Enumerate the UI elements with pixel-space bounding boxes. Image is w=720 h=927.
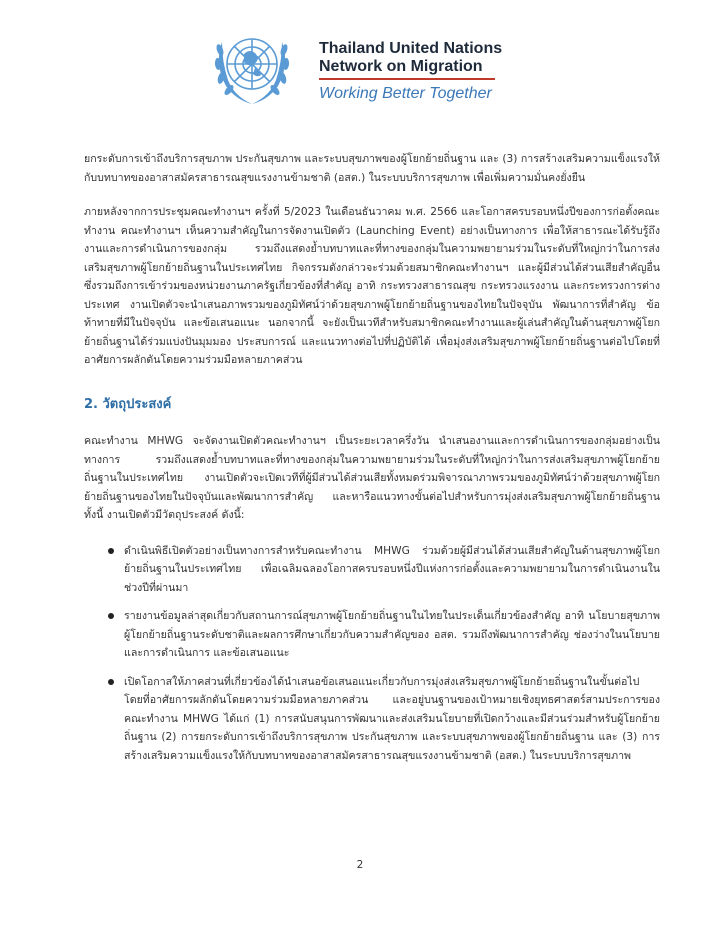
document-header [0,0,720,120]
intro-paragraph: ยกระดับการเข้าถึงบริการสุขภาพ ประกันสุขภาพ และระบบสุขภาพของผู้โยกย้ายถิ่นฐาน และ (3) การสร้างเสริมความแข็งแรงให้กับบทบาทของอาสาสมัครสาธารณสุขแรงงานข้ามชาติ (อสต.) ในระบบบริการสุขภาพ เพื่อเพิ่มความมั่นคงยั่งยืน [84,153,660,184]
tagline: Working Better Together [319,85,492,102]
list-item-text: ดำเนินพิธีเปิดตัวอย่างเป็นทางการสำหรับคณะทำงาน MHWG ร่วมด้วยผู้มีส่วนได้ส่วนเสียสำคัญในด้านสุขภาพผู้โยกย้ายถิ่นฐานในประเทศไทย เพื่อเฉลิมฉลองโอกาสครบรอบหนึ่งปีแห่งการก่อตั้งและความพยายามในการดำเนินงานในช่วงปีที่ผ่านมา [124,544,660,594]
header-divider [319,78,495,80]
list-item-text: เปิดโอกาสให้ภาคส่วนที่เกี่ยวข้องได้นำเสนอข้อเสนอแนะเกี่ยวกับการมุ่งส่งเสริมสุขภาพผู้โยกย้ายถิ่นฐานในขั้นต่อไป โดยที่อาศัยการผลักดันโดยความร่วมมือหลายภาคส่วน และอยู่บนฐานของเป้าหมายเชิงยุทธศาสตร์สามประการของคณะทำงาน MHWG ได้แก่ (1) การสนับสนุนการพัฒนาและส่งเสริมนโยบายที่เปิดกว้างและมีส่วนร่วมสำหรับผู้โยกย้ายถิ่นฐาน (2) การยกระดับการเข้าถึงบริการสุขภาพ ประกันสุขภาพ และระบบสุขภาพของผู้โยกย้ายถิ่นฐาน และ (3) การสร้างเสริมความแข็งแรงให้กับบทบาทของอาสาสมัครสาธารณสุขแรงงานข้ามชาติ (อสต.) ในระบบบริการสุขภาพ [124,675,660,762]
bullet-icon [108,679,114,685]
background-paragraph: ภายหลังจากการประชุมคณะทำงานฯ ครั้งที่ 5/2023 ในเดือนธันวาคม พ.ศ. 2566 และโอกาสครบรอบหนึ่งปีของการก่อตั้งคณะทำงาน คณะทำงานฯ เห็นความสำคัญในการจัดงานเปิดตัว (Launching Event) อย่างเป็นทางการ เพื่อให้สาธารณะได้รับรู้ถึงงานและการดำเนินการของกลุ่ม รวมถึงแสดงย้ำบทบาทและที่ทางของกลุ่มในความพยายามร่วมในระดับที่ใหญ่กว่าในการส่งเสริมสุขภาพผู้โยกย้ายถิ่นฐานในประเทศไทย กิจกรรมดังกล่าวจะร่วมด้วยสมาชิกคณะทำงานฯ และผู้มีส่วนได้ส่วนเสียสำคัญอื่น ซึ่งรวมถึงการเข้าร่วมของหน่วยงานภาครัฐเกี่ยวข้องที่สำคัญ อาทิ กระทรวงสาธารณสุข กระทรวงแรงงาน และกระทรวงการต่างประเทศ งานเปิดตัวจะนำเสนอภาพรวมของภูมิทัศน์ว่าด้วยสุขภาพผู้โยกย้ายถิ่นฐานของไทยในปัจจุบัน พัฒนาการที่สำคัญ ข้อท้าทายที่มีในปัจจุบัน และข้อเสนอแนะ นอกจากนี้ จะยังเป็นเวทีสำหรับสมาชิกคณะทำงานและผู้เล่นสำคัญในด้านสุขภาพผู้โยกย้ายถิ่นฐานได้ร่วมแบ่งปันมุมมอง ประสบการณ์ และแนวทางต่อไปที่ปฏิบัติได้ เพื่อมุ่งส่งเสริมสุขภาพผู้โยกย้ายถิ่นฐานต่อไปโดยที่อาศัยการผลักดันโดยความร่วมมือหลายภาคส่วน [84,206,660,366]
section-heading-objectives: 2. วัตถุประสงค์ [84,396,172,412]
document-body [84,150,660,775]
org-name-line-1: Thailand United Nations [319,40,503,57]
list-item [84,542,660,598]
list-item-text: รายงานข้อมูลล่าสุดเกี่ยวกับสถานการณ์สุขภาพผู้โยกย้ายถิ่นฐานในไทยในประเด็นเกี่ยวข้องสำคัญ อาทิ นโยบายสุขภาพผู้โยกย้ายถิ่นฐานระดับชาติและผลการศึกษาเกี่ยวกับความสำคัญของ อสต. รวมถึงพัฒนาการสำคัญ ช่องว่างในนโยบาย และการดำเนินการ และข้อเสนอแนะ [124,610,660,659]
bullet-icon [108,613,114,619]
list-item [84,673,660,766]
bullet-icon [108,548,114,554]
list-item [84,607,660,663]
org-name-line-2: Network on Migration [319,58,483,75]
objectives-intro-paragraph: คณะทำงาน MHWG จะจัดงานเปิดตัวคณะทำงานฯ เป็นระยะเวลาครึ่งวัน นำเสนองานและการดำเนินการของกลุ่มอย่างเป็นทางการ รวมถึงแสดงย้ำบทบาทและที่ทางของกลุ่มในความพยายามร่วมในระดับที่ใหญ่กว่าในการส่งเสริมสุขภาพผู้โยกย้ายถิ่นฐานในประเทศไทย งานเปิดตัวจะเปิดเวทีที่ผู้มีส่วนได้ส่วนเสียทั้งหมดร่วมพิจารณาภาพรวมของภูมิทัศน์ว่าด้วยสุขภาพผู้โยกย้ายถิ่นฐานของไทยในปัจจุบันและพัฒนาการสำคัญ และหารือแนวทางขั้นต่อไปสำหรับการมุ่งส่งเสริมสุขภาพผู้โยกย้ายถิ่นฐาน ทั้งนี้ งานเปิดตัวมีวัตถุประสงค์ ดังนี้: [84,435,660,521]
un-emblem-icon [200,24,304,114]
objectives-list [84,542,660,766]
page-number: 2 [356,859,364,871]
org-name [319,40,502,76]
